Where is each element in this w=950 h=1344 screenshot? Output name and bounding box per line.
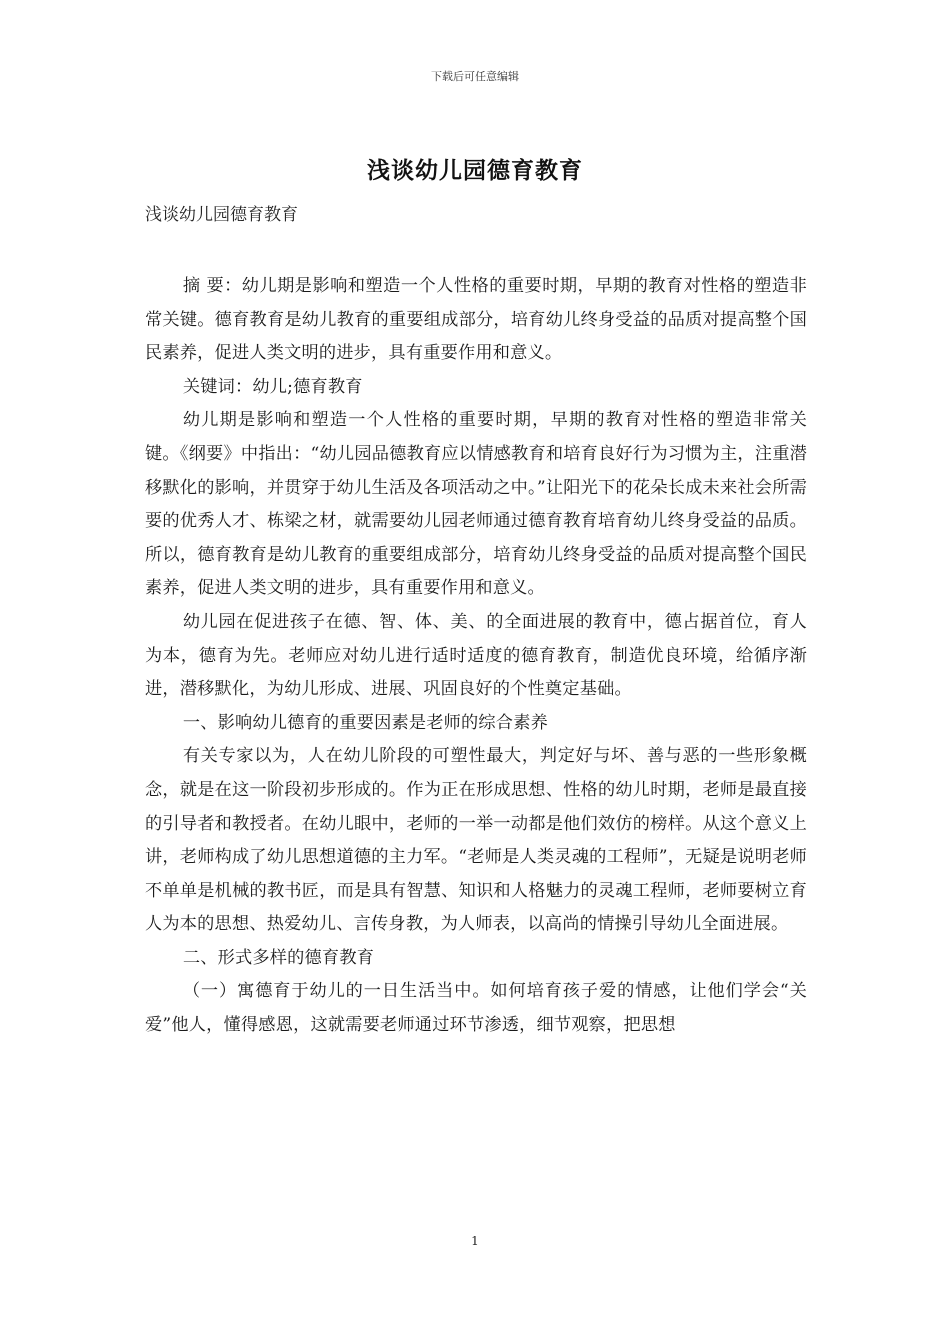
body-paragraph: 幼儿园在促进孩子在德、智、体、美、的全面进展的教育中，德占据首位，育人为本，德育为先。老师应对幼儿进行适时适度的德育教育，制造优良环境，给循序渐进，潜移默化，为幼儿形成、进展、巩固良好的个性奠定基础。 <box>145 611 807 700</box>
keywords-paragraph: 关键词：幼儿;德育教育 <box>182 376 363 397</box>
body-paragraph: 幼儿期是影响和塑造一个人性格的重要时期，早期的教育对性格的塑造非常关键。《纲要》中指出：“幼儿园品德教育应以情感教育和培育良好行为习惯为主，注重潜移默化的影响，并贯穿于幼儿生活及各项活动之中。”让阳光下的花朵长成未来社会所需要的优秀人才、栋梁之材，就需要幼儿园老师通过德育教育培育幼儿终身受益的品质。所以，德育教育是幼儿教育的重要组成部分，培育幼儿终身受益的品质对提高整个国民素养，促进人类文明的进步，具有重要作用和意义。 <box>145 410 807 599</box>
section-heading: 二、形式多样的德育教育 <box>182 947 375 968</box>
body-paragraph: （一）寓德育于幼儿的一日生活当中。如何培育孩子爱的情感，让他们学会“关爱”他人，懂得感恩，这就需要老师通过环节渗透，细节观察，把思想 <box>145 981 807 1036</box>
section-heading: 一、影响幼儿德育的重要因素是老师的综合素养 <box>182 712 548 733</box>
document-body <box>145 270 807 1043</box>
abstract-paragraph: 摘 要：幼儿期是影响和塑造一个人性格的重要时期，早期的教育对性格的塑造非常关键。德育教育是幼儿教育的重要组成部分，培育幼儿终身受益的品质对提高整个国民素养，促进人类文明的进步，具有重要作用和意义。 <box>145 276 807 364</box>
header-note: 下载后可任意编辑 <box>431 70 519 83</box>
document-title: 浅谈幼儿园德育教育 <box>367 157 583 184</box>
body-paragraph: 有关专家以为，人在幼儿阶段的可塑性最大，判定好与坏、善与恶的一些形象概念，就是在这一阶段初步形成的。作为正在形成思想、性格的幼儿时期，老师是最直接的引导者和教授者。在幼儿眼中，老师的一举一动都是他们效仿的榜样。从这个意义上讲，老师构成了幼儿思想道德的主力军。“老师是人类灵魂的工程师”，无疑是说明老师不单单是机械的教书匠，而是具有智慧、知识和人格魅力的灵魂工程师，老师要树立育人为本的思想、热爱幼儿、言传身教，为人师表，以高尚的情操引导幼儿全面进展。 <box>145 746 807 935</box>
page-number: 1 <box>471 1234 479 1248</box>
document-subtitle: 浅谈幼儿园德育教育 <box>145 205 298 225</box>
